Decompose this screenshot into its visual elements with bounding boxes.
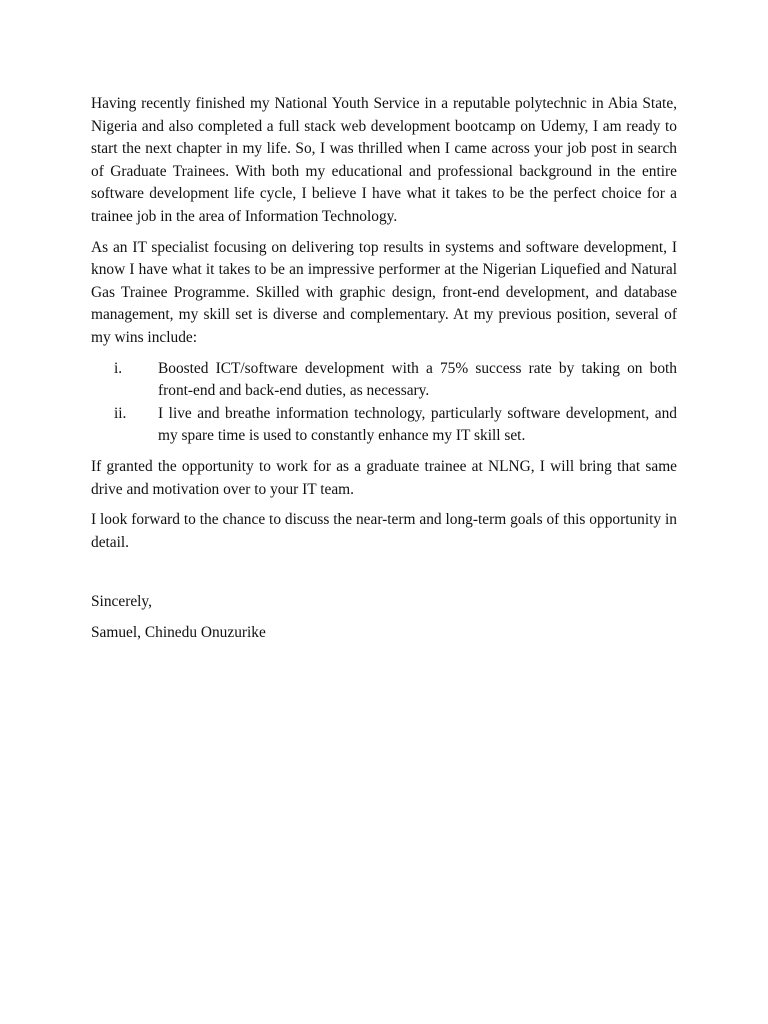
signature-name: Samuel, Chinedu Onuzurike bbox=[91, 623, 266, 641]
list-item-text: I live and breathe information technology, particularly software development, and my spare time is used to constantly enhance my IT skill set. bbox=[158, 404, 677, 445]
paragraph-closing-remark: I look forward to the chance to discuss the near-term and long-term goals of this opportunity in detail. bbox=[91, 511, 677, 551]
paragraph-qualifications: As an IT specialist focusing on delivering top results in systems and software development, I know I have what it takes to be an impressive performer at the Nigerian Liquefied and Natural Gas Trainee Programme. Skilled with graphic design, front-end development, and database management, my skill set is diverse and complementary. At my previous position, several of my wins include: bbox=[91, 238, 677, 346]
list-marker: ii. bbox=[114, 404, 127, 422]
achievements-list bbox=[91, 358, 677, 448]
list-item bbox=[91, 358, 677, 403]
spacer bbox=[91, 562, 677, 591]
list-marker: i. bbox=[114, 359, 123, 377]
paragraph-introduction: Having recently finished my National Youth Service in a reputable polytechnic in Abia State, Nigeria and also completed a full stack web development bootcamp on Udemy, I am ready to start the next chapter in my life. So, I was thrilled when I came across your job post in search of Graduate Trainees. With both my educational and professional background in the entire software development life cycle, I believe I have what it takes to be the perfect choice for a trainee job in the area of Information Technology. bbox=[91, 95, 677, 225]
list-item-text: Boosted ICT/software development with a 75% success rate by taking on both front-end and back-end duties, as necessary. bbox=[158, 359, 677, 400]
closing-salutation: Sincerely, bbox=[91, 593, 152, 611]
paragraph-opportunity: If granted the opportunity to work for as a graduate trainee at NLNG, I will bring that same drive and motivation over to your IT team. bbox=[91, 457, 677, 498]
cover-letter bbox=[91, 93, 677, 644]
list-item bbox=[91, 403, 677, 448]
